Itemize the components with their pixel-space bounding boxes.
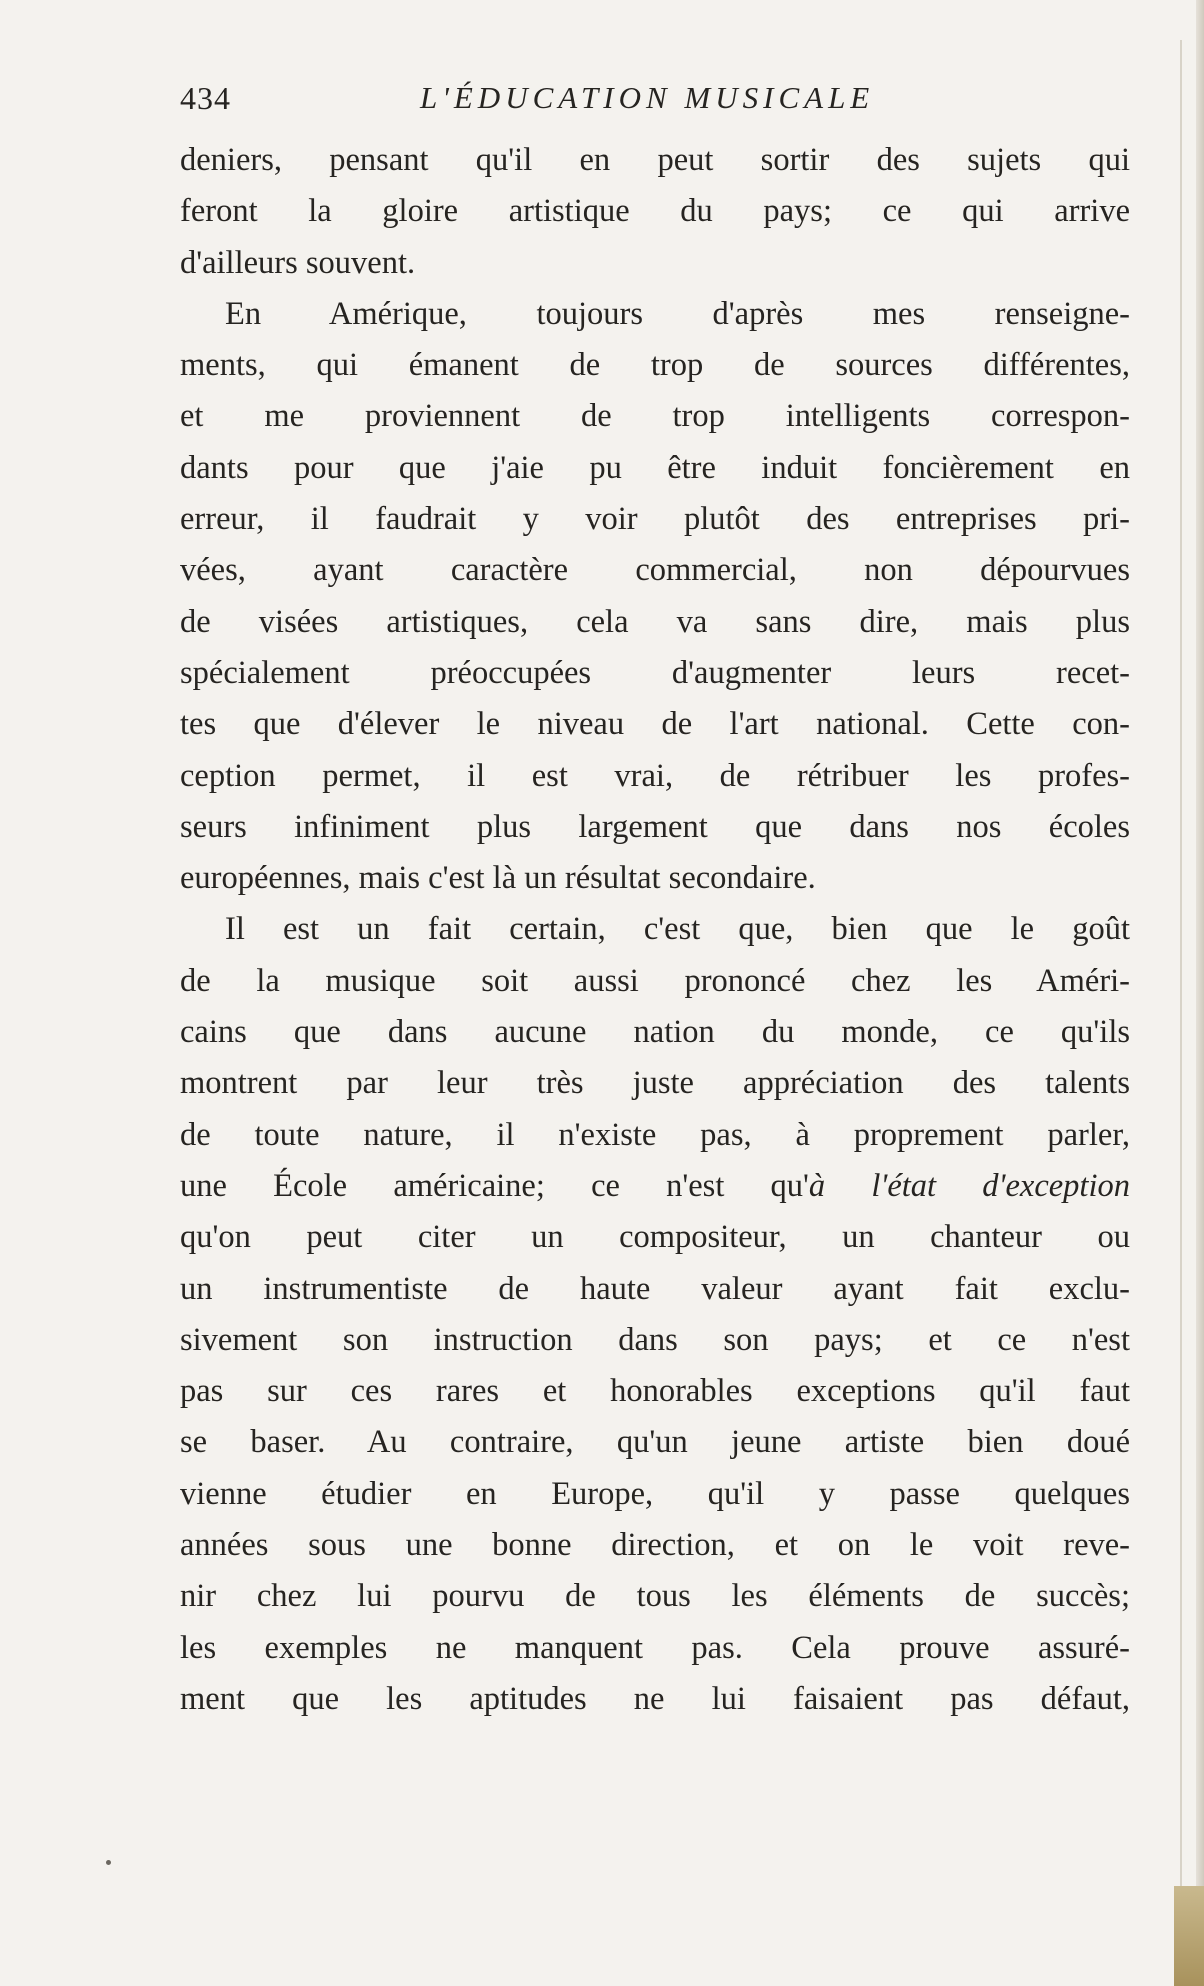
text-line-with-italic — [180, 1161, 1130, 1212]
text-line: vienne étudier en Europe, qu'il y passe quelques — [180, 1475, 1130, 1512]
text-line: seurs infiniment plus largement que dans nos écoles — [180, 808, 1130, 845]
text-line: Il est un fait certain, c'est que, bien que le goût — [225, 911, 1130, 948]
text-line: se baser. Au contraire, qu'un jeune artiste bien doué — [180, 1424, 1130, 1461]
text-line: erreur, il faudrait y voir plutôt des entreprises pri- — [180, 501, 1130, 538]
text-line: ment que les aptitudes ne lui faisaient pas défaut, — [180, 1680, 1130, 1717]
text-line: cains que dans aucune nation du monde, ce qu'ils — [180, 1014, 1130, 1051]
text-line: vées, ayant caractère commercial, non dépourvues — [180, 552, 1130, 589]
text-line: de toute nature, il n'existe pas, à proprement parler, — [180, 1116, 1130, 1153]
text-line: spécialement préoccupées d'augmenter leurs recet- — [180, 654, 1130, 691]
text-line: les exemples ne manquent pas. Cela prouve assuré- — [180, 1629, 1130, 1666]
text-line: et me proviennent de trop intelligents correspon- — [180, 398, 1130, 435]
text-line: d'ailleurs souvent. — [180, 244, 416, 281]
ink-speck — [106, 1860, 111, 1865]
page-edge — [1196, 0, 1204, 1986]
text-line: ments, qui émanent de trop de sources différentes, — [180, 347, 1130, 384]
text-line: européennes, mais c'est là un résultat secondaire. — [180, 860, 816, 897]
text-line: En Amérique, toujours d'après mes renseigne- — [225, 295, 1130, 332]
page-number: 434 — [180, 80, 231, 116]
page-corner-tab — [1174, 1886, 1204, 1986]
body-text — [180, 135, 1130, 1725]
page-fold-line — [1180, 40, 1182, 1940]
text-line: feront la gloire artistique du pays; ce qui arrive — [180, 193, 1130, 230]
text-segment: une École américaine; ce n'est qu' — [180, 1167, 809, 1204]
text-line: un instrumentiste de haute valeur ayant fait exclu- — [180, 1270, 1130, 1307]
text-line: nir chez lui pourvu de tous les éléments de succès; — [180, 1578, 1130, 1615]
text-line: années sous une bonne direction, et on le voit reve- — [180, 1527, 1130, 1564]
text-line: pas sur ces rares et honorables exceptions qu'il faut — [180, 1373, 1130, 1410]
text-line: deniers, pensant qu'il en peut sortir des sujets qui — [180, 142, 1130, 178]
page-header — [180, 80, 1130, 124]
text-line: tes que d'élever le niveau de l'art national. Cette con- — [180, 706, 1130, 743]
text-line: de visées artistiques, cela va sans dire, mais plus — [180, 603, 1130, 640]
text-line: montrent par leur très juste appréciation des talents — [180, 1065, 1130, 1102]
italic-phrase: à l'état d'exception — [808, 1167, 1130, 1204]
text-line: ception permet, il est vrai, de rétribuer les profes- — [180, 757, 1130, 794]
running-title: L'ÉDUCATION MUSICALE — [420, 80, 875, 115]
text-line: qu'on peut citer un compositeur, un chanteur ou — [180, 1219, 1130, 1256]
text-line: de la musique soit aussi prononcé chez les Améri- — [180, 962, 1130, 999]
text-line: sivement son instruction dans son pays; et ce n'est — [180, 1321, 1130, 1358]
text-line: dants pour que j'aie pu être induit foncièrement en — [180, 449, 1130, 486]
